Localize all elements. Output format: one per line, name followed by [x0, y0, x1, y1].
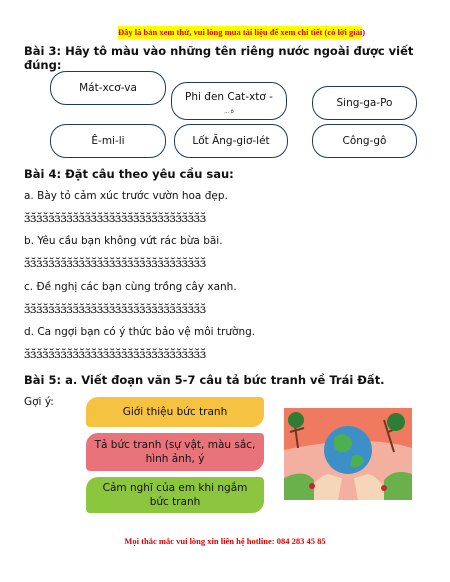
- bai4-item-b: b. Yêu cầu bạn không vứt rác bừa bãi.: [24, 235, 223, 247]
- answer-line[interactable]: ɜ̆ɜ̆ɜ̆ɜ̆ɜ̆ɜ̆ɜ̆ɜ̆ɜ̆ɜ̆ɜ̆ɜ̆ɜ̆ɜ̆ɜ̆ɜ̆ɜ̆ɜ̆ɜ̆ɜ̆ɜ̆ɜ̆ɜ̆ɜ̆ɜ̆ɜ̆ɜ̆ɜ̆ɜ̆ɜ̆: [24, 210, 206, 225]
- bai4-item-a: a. Bày tỏ cảm xúc trước vườn hoa đẹp.: [24, 190, 228, 202]
- bai5-heading: Bài 5: a. Viết đoạn văn 5-7 câu tả bức tranh về Trái Đất.: [24, 373, 385, 387]
- name-option-sub: ... ô: [224, 109, 234, 115]
- name-option-label: Phi đen Cat-xtơ -: [185, 91, 273, 103]
- preview-banner: Đây là bản xem thử, vui lòng mua tài liệu để xem chi tiết (có lời giải): [118, 27, 366, 37]
- name-option-4[interactable]: [50, 124, 166, 158]
- name-option-label: Ê-mi-li: [91, 135, 125, 147]
- answer-line[interactable]: ɜ̆ɜ̆ɜ̆ɜ̆ɜ̆ɜ̆ɜ̆ɜ̆ɜ̆ɜ̆ɜ̆ɜ̆ɜ̆ɜ̆ɜ̆ɜ̆ɜ̆ɜ̆ɜ̆ɜ̆ɜ̆ɜ̆ɜ̆ɜ̆ɜ̆ɜ̆ɜ̆ɜ̆ɜ̆ɜ̆: [24, 346, 206, 361]
- name-option-label: Mát-xcơ-va: [79, 82, 137, 94]
- earth-painting-image: [284, 408, 412, 500]
- hint-box-intro: [86, 397, 264, 427]
- name-option-6[interactable]: [312, 124, 417, 158]
- name-option-1[interactable]: [50, 71, 166, 105]
- hint-text: Giới thiệu bức tranh: [122, 406, 228, 418]
- hint-box-describe: [86, 433, 264, 471]
- name-option-5[interactable]: [174, 124, 288, 158]
- bai4-heading: Bài 4: Đặt câu theo yêu cầu sau:: [24, 167, 234, 181]
- bai4-item-c: c. Đề nghị các bạn cùng trồng cây xanh.: [24, 281, 237, 293]
- hint-text: Cảm nghĩ của em khi ngắm bức tranh: [102, 482, 248, 508]
- hint-text: Tả bức tranh (sự vật, màu sắc, hình ảnh, ý: [94, 439, 256, 465]
- answer-line[interactable]: ɜ̆ɜ̆ɜ̆ɜ̆ɜ̆ɜ̆ɜ̆ɜ̆ɜ̆ɜ̆ɜ̆ɜ̆ɜ̆ɜ̆ɜ̆ɜ̆ɜ̆ɜ̆ɜ̆ɜ̆ɜ̆ɜ̆ɜ̆ɜ̆ɜ̆ɜ̆ɜ̆ɜ̆ɜ̆ɜ̆: [24, 301, 206, 316]
- name-option-label: Công-gô: [342, 135, 387, 147]
- hotline-footer: Mọi thắc mắc vui lòng xin liên hệ hotline: 084 283 45 85: [124, 536, 326, 546]
- name-option-label: Lốt Ăng-giơ-lét: [192, 135, 270, 147]
- name-option-3[interactable]: [312, 86, 417, 120]
- hint-box-feeling: [86, 477, 264, 513]
- name-option-2[interactable]: [171, 82, 287, 120]
- name-option-label: Sing-ga-Po: [336, 97, 393, 109]
- bai4-item-d: d. Ca ngợi bạn có ý thức bảo vệ môi trường.: [24, 326, 256, 338]
- answer-line[interactable]: ɜ̆ɜ̆ɜ̆ɜ̆ɜ̆ɜ̆ɜ̆ɜ̆ɜ̆ɜ̆ɜ̆ɜ̆ɜ̆ɜ̆ɜ̆ɜ̆ɜ̆ɜ̆ɜ̆ɜ̆ɜ̆ɜ̆ɜ̆ɜ̆ɜ̆ɜ̆ɜ̆ɜ̆ɜ̆ɜ̆: [24, 255, 206, 270]
- hint-label: Gợi ý:: [24, 396, 54, 408]
- bai3-heading: Bài 3: Hãy tô màu vào những tên riêng nước ngoài được viết đúng:: [24, 44, 414, 72]
